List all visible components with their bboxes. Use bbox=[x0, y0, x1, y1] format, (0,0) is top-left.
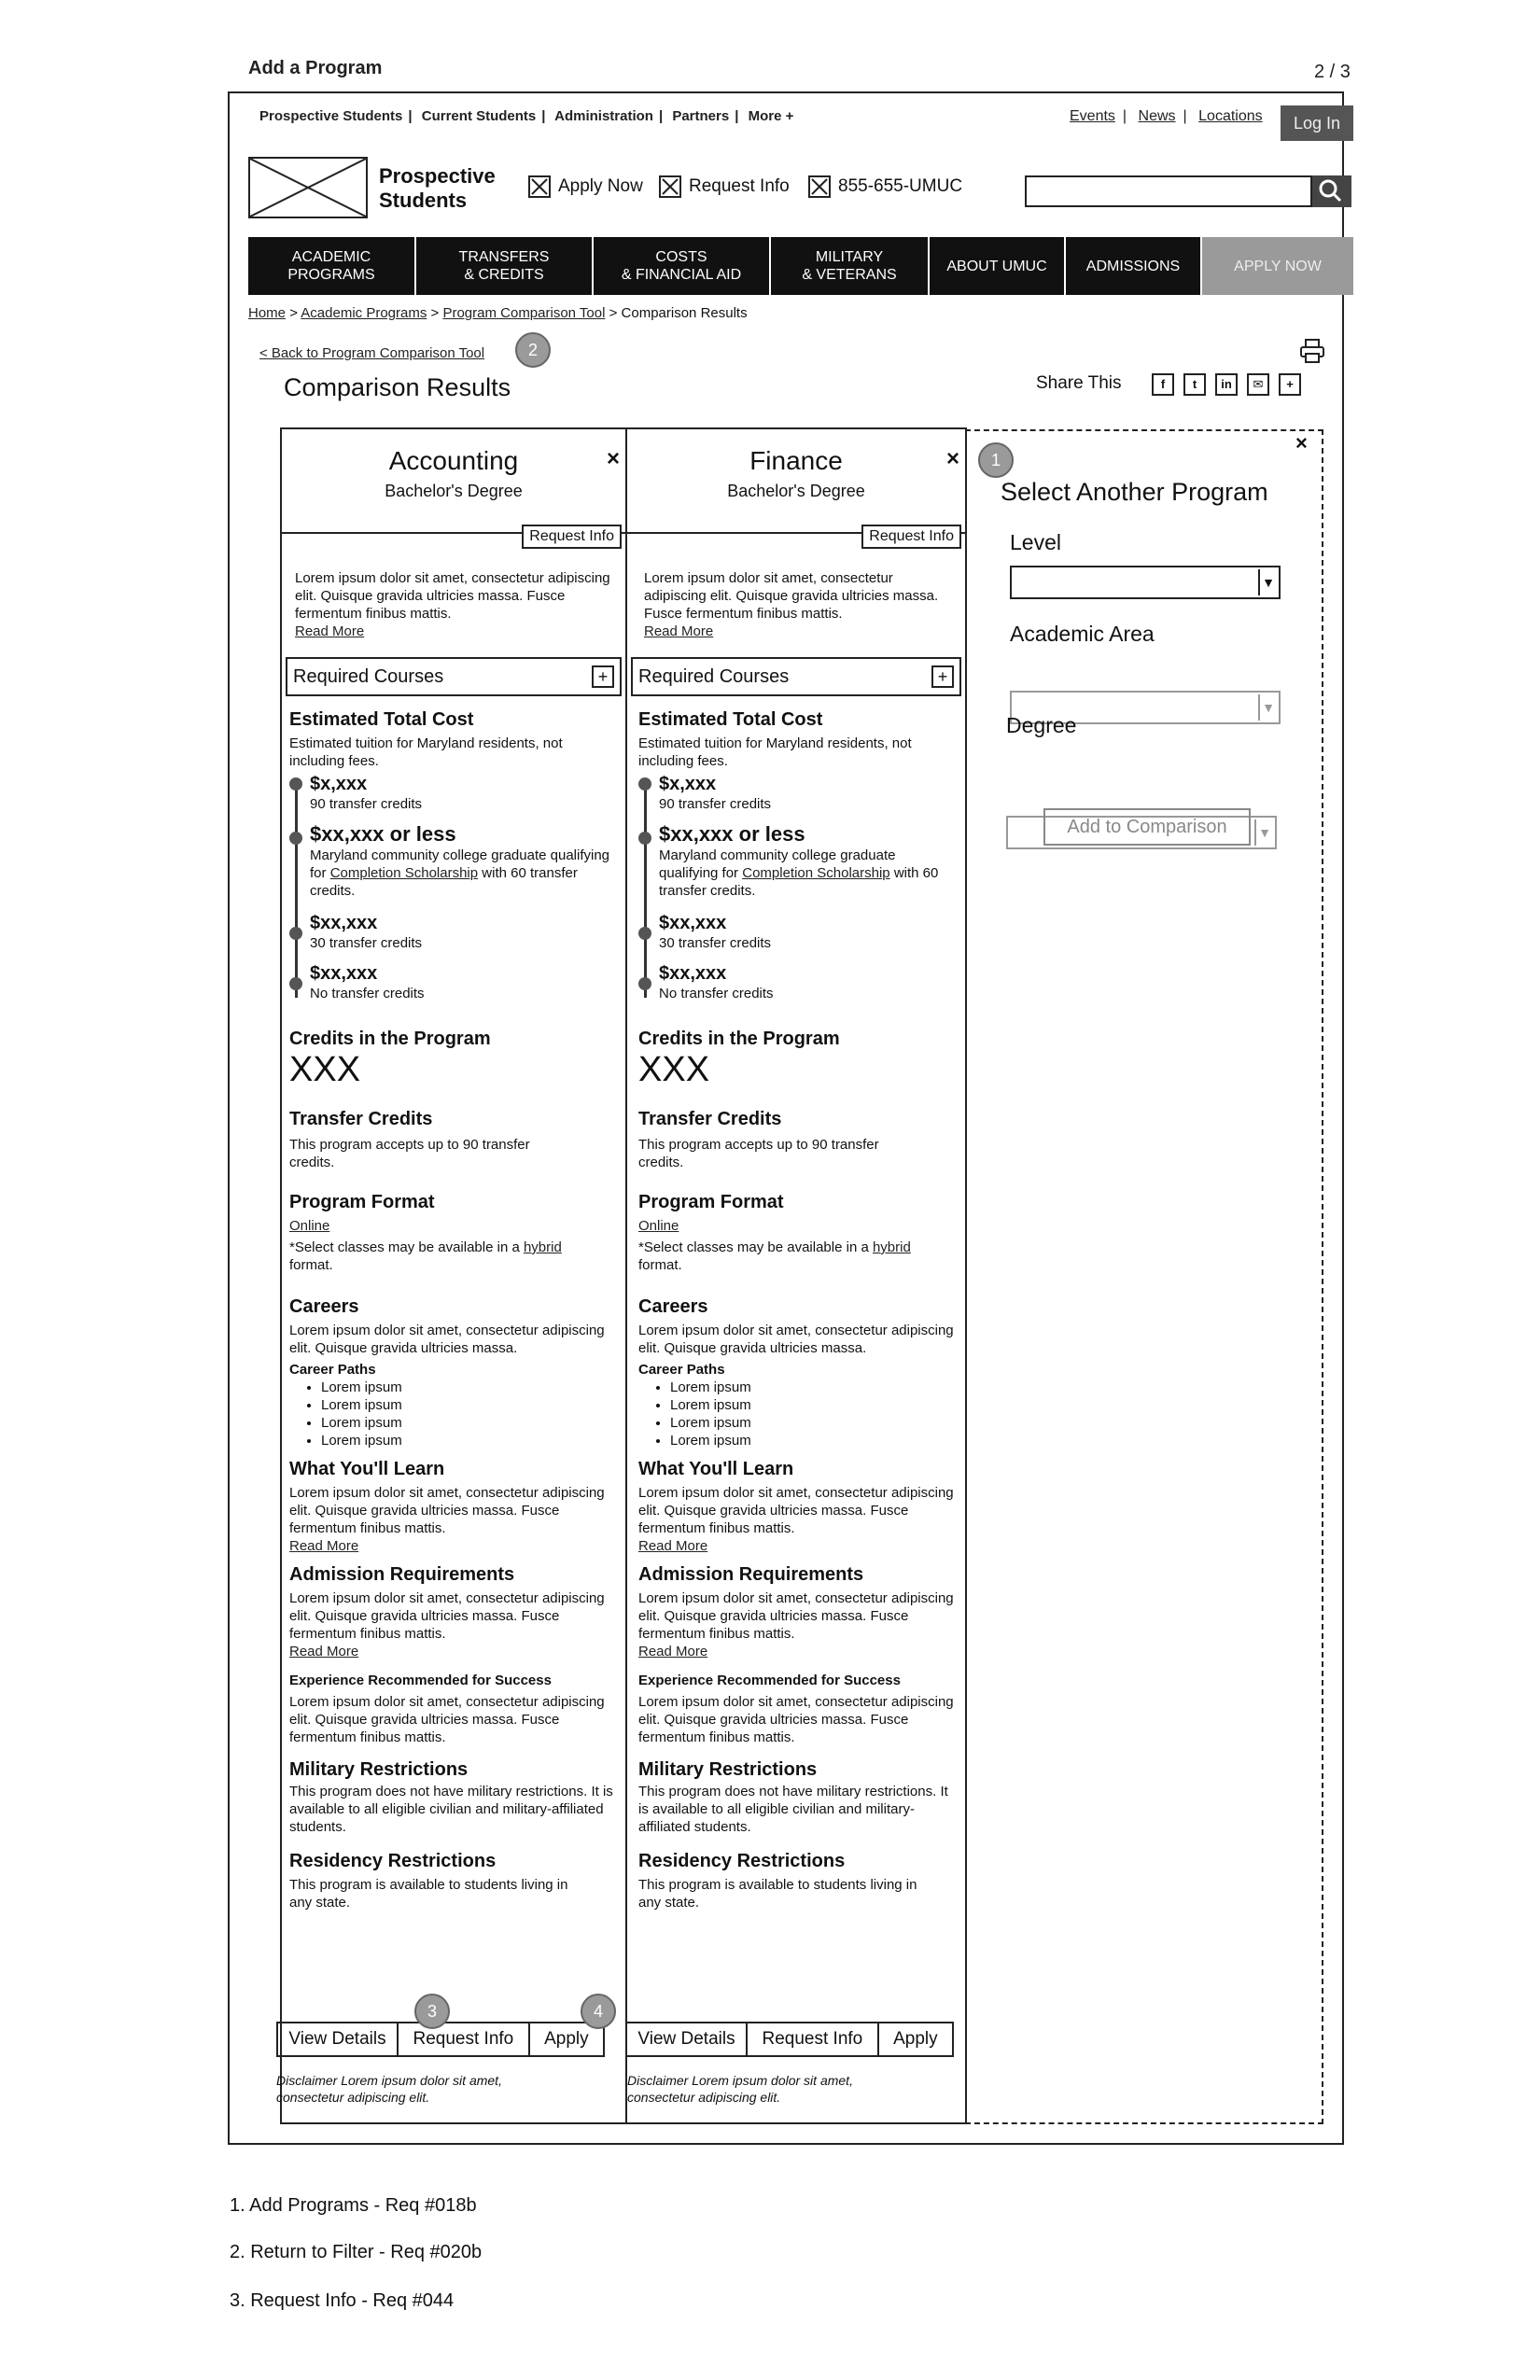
cost-note: Estimated tuition for Maryland residents, not including fees. bbox=[289, 735, 563, 769]
logo-placeholder[interactable] bbox=[248, 157, 368, 218]
breadcrumb-comparison-tool[interactable]: Program Comparison Tool bbox=[442, 305, 606, 321]
add-to-comparison-button[interactable]: Add to Comparison bbox=[1043, 808, 1251, 846]
cost-timeline bbox=[289, 774, 618, 1002]
residency-text: This program is available to students living in any state. bbox=[638, 1877, 917, 1911]
apply-icon bbox=[528, 175, 551, 198]
format-note: *Select classes may be available in a bbox=[638, 1239, 869, 1255]
image-placeholder-icon bbox=[250, 159, 366, 217]
program-header bbox=[627, 446, 965, 534]
chevron-down-icon: ▼ bbox=[1258, 569, 1277, 595]
utility-nav: Prospective Students | Current Students | Administration | Partners | More + bbox=[259, 108, 794, 124]
request-info-button[interactable]: Request Info bbox=[748, 2023, 879, 2055]
program-name: Finance bbox=[749, 446, 843, 475]
level-select[interactable] bbox=[1010, 566, 1281, 599]
online-format-link[interactable]: Online bbox=[289, 1218, 330, 1234]
military-text: This program does not have military restrictions. It is available to all eligible civilian and military-affiliated students. bbox=[638, 1784, 948, 1835]
info-icon bbox=[659, 175, 681, 198]
read-more-link[interactable]: Read More bbox=[638, 1644, 708, 1659]
select-another-program-panel bbox=[965, 429, 1323, 2124]
cost-timeline bbox=[638, 774, 958, 1002]
cost-detail: 30 transfer credits bbox=[659, 935, 772, 951]
transfer-title: Transfer Credits bbox=[638, 1109, 782, 1129]
annotation-marker-2: 2 bbox=[515, 332, 551, 368]
learn-text: Lorem ipsum dolor sit amet, consectetur adipiscing elit. Quisque gravida ultricies massa. Fusce fermentum finibus mattis. bbox=[638, 1485, 954, 1536]
cost-detail: Maryland community college graduate qualifying for bbox=[659, 847, 896, 881]
cost-detail: with 60 transfer credits. bbox=[659, 865, 939, 899]
transfer-text: This program accepts up to 90 transfer credits. bbox=[289, 1137, 530, 1170]
experience-title: Experience Recommended for Success bbox=[638, 1673, 901, 1688]
search-icon bbox=[1312, 175, 1348, 203]
program-actions-2 bbox=[625, 2022, 954, 2057]
locations-link[interactable]: Locations bbox=[1198, 108, 1263, 124]
request-info-button[interactable]: Request Info bbox=[522, 525, 622, 549]
requirement-note: 2. Return to Filter - Req #020b bbox=[230, 2242, 483, 2262]
breadcrumb-academic-programs[interactable]: Academic Programs bbox=[301, 305, 427, 321]
admission-title: Admission Requirements bbox=[289, 1564, 515, 1585]
remove-program-icon[interactable]: × bbox=[945, 446, 959, 471]
disclaimer: Disclaimer Lorem ipsum dolor sit amet, consectetur adipiscing elit. bbox=[276, 2073, 502, 2105]
hybrid-link[interactable]: hybrid bbox=[872, 1239, 911, 1255]
cost-detail: No transfer credits bbox=[659, 986, 774, 1001]
search-input[interactable] bbox=[1025, 175, 1312, 207]
request-info-link[interactable]: Request Info bbox=[659, 175, 790, 198]
format-note: format. bbox=[289, 1257, 333, 1273]
cost-detail: 90 transfer credits bbox=[659, 796, 772, 812]
list-item: • Lorem ipsum bbox=[321, 1396, 618, 1414]
credits-value: XXX bbox=[638, 1050, 710, 1089]
experience-text: Lorem ipsum dolor sit amet, consectetur adipiscing elit. Quisque gravida ultricies massa. Fusce fermentum finibus mattis. bbox=[638, 1694, 954, 1745]
request-info-button[interactable]: Request Info bbox=[861, 525, 961, 549]
nav-costs-financial-aid[interactable]: COSTS & FINANCIAL AID bbox=[594, 237, 771, 295]
read-more-link[interactable]: Read More bbox=[289, 1644, 359, 1659]
request-info-button[interactable]: Request Info bbox=[399, 2023, 530, 2055]
admission-title: Admission Requirements bbox=[638, 1564, 864, 1585]
page-number: 2 / 3 bbox=[1314, 62, 1351, 82]
page-title: Comparison Results bbox=[284, 373, 511, 401]
read-more-link[interactable]: Read More bbox=[289, 1538, 359, 1554]
format-note: format. bbox=[638, 1257, 682, 1273]
list-item: • Lorem ipsum bbox=[321, 1379, 618, 1396]
cost-amount: $xx,xxx or less bbox=[659, 822, 805, 846]
back-to-comparison-tool-link[interactable]: < Back to Program Comparison Tool bbox=[259, 345, 485, 361]
expand-icon: + bbox=[931, 665, 954, 688]
format-title: Program Format bbox=[289, 1192, 435, 1212]
timeline-dot bbox=[289, 832, 302, 845]
site-section-title: Prospective Students bbox=[379, 164, 496, 212]
credits-title: Credits in the Program bbox=[289, 1029, 491, 1049]
experience-text: Lorem ipsum dolor sit amet, consectetur adipiscing elit. Quisque gravida ultricies massa. Fusce fermentum finibus mattis. bbox=[289, 1694, 605, 1745]
requirement-note: 3. Request Info - Req #044 bbox=[230, 2290, 455, 2311]
timeline-dot bbox=[638, 777, 651, 791]
career-paths-list bbox=[289, 1379, 618, 1449]
events-link[interactable]: Events bbox=[1070, 108, 1115, 124]
credits-value: XXX bbox=[289, 1050, 361, 1089]
chevron-down-icon: ▼ bbox=[1254, 819, 1273, 846]
select-panel-title: Select Another Program bbox=[1001, 478, 1268, 506]
breadcrumb: Home > Academic Programs > Program Comparison Tool > Comparison Results bbox=[248, 305, 748, 321]
apply-button[interactable]: Apply bbox=[544, 2029, 589, 2049]
learn-title: What You'll Learn bbox=[289, 1459, 445, 1479]
careers-title: Careers bbox=[289, 1296, 359, 1317]
residency-title: Residency Restrictions bbox=[289, 1851, 497, 1871]
disclaimer: Disclaimer Lorem ipsum dolor sit amet, consectetur adipiscing elit. bbox=[627, 2073, 853, 2105]
annotation-marker-1: 1 bbox=[978, 442, 1014, 478]
main-nav bbox=[248, 237, 1353, 295]
nav-academic-programs[interactable]: ACADEMIC PROGRAMS bbox=[248, 237, 416, 295]
cost-amount: $x,xxx bbox=[310, 774, 368, 794]
annotation-marker-4: 4 bbox=[581, 1994, 616, 2029]
military-text: This program does not have military restrictions. It is available to all eligible civilian and military-affiliated students. bbox=[289, 1784, 613, 1835]
careers-text: Lorem ipsum dolor sit amet, consectetur adipiscing elit. Quisque gravida ultricies massa. bbox=[289, 1323, 605, 1356]
format-note: *Select classes may be available in a bbox=[289, 1239, 520, 1255]
residency-title: Residency Restrictions bbox=[638, 1851, 846, 1871]
format-title: Program Format bbox=[638, 1192, 784, 1212]
nav-transfers-credits[interactable]: TRANSFERS & CREDITS bbox=[416, 237, 594, 295]
program-header bbox=[282, 446, 625, 534]
experience-title: Experience Recommended for Success bbox=[289, 1673, 552, 1688]
nav-apply-now[interactable]: APPLY NOW bbox=[1202, 237, 1353, 295]
careers-title: Careers bbox=[638, 1296, 708, 1317]
required-courses-accordion[interactable]: Required Courses + bbox=[631, 657, 961, 696]
document-title: Add a Program bbox=[248, 58, 383, 78]
military-title: Military Restrictions bbox=[289, 1759, 469, 1780]
learn-text: Lorem ipsum dolor sit amet, consectetur adipiscing elit. Quisque gravida ultricies massa. Fusce fermentum finibus mattis. bbox=[289, 1485, 605, 1536]
expand-icon: + bbox=[592, 665, 614, 688]
remove-program-icon[interactable]: × bbox=[606, 446, 620, 471]
timeline-dot bbox=[289, 777, 302, 791]
list-item: • Lorem ipsum bbox=[321, 1432, 618, 1449]
cost-amount: $xx,xxx or less bbox=[310, 822, 456, 846]
list-item: • Lorem ipsum bbox=[670, 1414, 958, 1432]
breadcrumb-current: Comparison Results bbox=[621, 305, 748, 321]
utility-link-partners[interactable]: Partners bbox=[672, 108, 730, 124]
nav-about-umuc[interactable]: ABOUT UMUC bbox=[930, 237, 1066, 295]
program-intro: Lorem ipsum dolor sit amet, consectetur adipiscing elit. Quisque gravida ultricies massa. Fusce fermentum finibus mattis. bbox=[295, 570, 610, 622]
career-paths-list bbox=[638, 1379, 958, 1449]
phone-icon bbox=[808, 175, 831, 198]
program-degree: Bachelor's Degree bbox=[385, 482, 523, 500]
admission-text: Lorem ipsum dolor sit amet, consectetur adipiscing elit. Quisque gravida ultricies massa. Fusce fermentum finibus mattis. bbox=[289, 1590, 605, 1642]
cost-detail: 90 transfer credits bbox=[310, 796, 423, 812]
cost-amount: $xx,xxx bbox=[310, 913, 378, 933]
level-label: Level bbox=[1010, 530, 1061, 554]
nav-military-veterans[interactable]: MILITARY & VETERANS bbox=[771, 237, 930, 295]
phone-link[interactable]: 855-655-UMUC bbox=[808, 175, 962, 198]
cost-detail: No transfer credits bbox=[310, 986, 425, 1001]
military-title: Military Restrictions bbox=[638, 1759, 818, 1780]
utility-link-more[interactable]: More + bbox=[748, 108, 794, 124]
twitter-icon[interactable]: t bbox=[1183, 373, 1206, 396]
cost-title: Estimated Total Cost bbox=[638, 709, 823, 730]
utility-right-links: Events | News | Locations bbox=[1070, 108, 1263, 124]
cost-detail: with 60 transfer credits. bbox=[310, 865, 578, 899]
requirement-note: 1. Add Programs - Req #018b bbox=[230, 2195, 477, 2216]
annotation-marker-3: 3 bbox=[414, 1994, 450, 2029]
share-icons bbox=[1152, 373, 1301, 396]
program-column-finance bbox=[627, 429, 965, 1911]
cost-note: Estimated tuition for Maryland residents, not including fees. bbox=[638, 735, 912, 769]
timeline-line bbox=[644, 785, 647, 998]
scholarship-link[interactable]: Completion Scholarship bbox=[329, 865, 479, 881]
linkedin-icon[interactable]: in bbox=[1215, 373, 1238, 396]
chevron-down-icon: ▼ bbox=[1258, 694, 1277, 721]
read-more-link[interactable]: Read More bbox=[295, 623, 365, 639]
cost-amount: $xx,xxx bbox=[659, 963, 727, 984]
program-column-accounting bbox=[282, 429, 625, 1911]
utility-link-prospective[interactable]: Prospective Students bbox=[259, 108, 403, 124]
breadcrumb-home[interactable]: Home bbox=[248, 305, 287, 321]
utility-link-administration[interactable]: Administration bbox=[554, 108, 653, 124]
read-more-link[interactable]: Read More bbox=[638, 1538, 708, 1554]
nav-admissions[interactable]: ADMISSIONS bbox=[1066, 237, 1202, 295]
facebook-icon[interactable]: f bbox=[1152, 373, 1174, 396]
list-item: • Lorem ipsum bbox=[670, 1379, 958, 1396]
news-link[interactable]: News bbox=[1138, 108, 1176, 124]
cost-amount: $x,xxx bbox=[659, 774, 717, 794]
share-more-icon[interactable]: + bbox=[1279, 373, 1301, 396]
cost-detail: 30 transfer credits bbox=[310, 935, 423, 951]
timeline-line bbox=[295, 785, 298, 998]
timeline-dot bbox=[638, 832, 651, 845]
view-details-button[interactable]: View Details bbox=[278, 2023, 399, 2055]
residency-text: This program is available to students living in any state. bbox=[289, 1877, 568, 1911]
cost-amount: $xx,xxx bbox=[659, 913, 727, 933]
admission-text: Lorem ipsum dolor sit amet, consectetur adipiscing elit. Quisque gravida ultricies massa. Fusce fermentum finibus mattis. bbox=[638, 1590, 954, 1642]
career-paths-title: Career Paths bbox=[289, 1362, 376, 1378]
program-degree: Bachelor's Degree bbox=[727, 482, 865, 500]
list-item: • Lorem ipsum bbox=[670, 1432, 958, 1449]
career-paths-title: Career Paths bbox=[638, 1362, 725, 1378]
print-icon[interactable] bbox=[1299, 338, 1325, 369]
hybrid-link[interactable]: hybrid bbox=[523, 1239, 562, 1255]
close-panel-icon[interactable]: × bbox=[1295, 431, 1308, 455]
cost-title: Estimated Total Cost bbox=[289, 709, 474, 730]
utility-link-current[interactable]: Current Students bbox=[421, 108, 537, 124]
share-label: Share This bbox=[1036, 373, 1122, 393]
login-button[interactable]: Log In bbox=[1281, 105, 1353, 141]
timeline-dot bbox=[638, 977, 651, 990]
program-intro: Lorem ipsum dolor sit amet, consectetur adipiscing elit. Quisque gravida ultricies massa. Fusce fermentum finibus mattis. bbox=[644, 570, 939, 622]
cost-detail: Maryland community college graduate qualifying for bbox=[310, 847, 610, 881]
required-courses-accordion[interactable]: Required Courses + bbox=[286, 657, 622, 696]
list-item: • Lorem ipsum bbox=[670, 1396, 958, 1414]
apply-button[interactable]: Apply bbox=[893, 2029, 938, 2049]
online-format-link[interactable]: Online bbox=[638, 1218, 679, 1234]
timeline-dot bbox=[638, 927, 651, 940]
scholarship-link[interactable]: Completion Scholarship bbox=[742, 865, 890, 881]
email-icon[interactable]: ✉ bbox=[1247, 373, 1269, 396]
transfer-title: Transfer Credits bbox=[289, 1109, 433, 1129]
timeline-dot bbox=[289, 927, 302, 940]
program-name: Accounting bbox=[388, 446, 519, 475]
read-more-link[interactable]: Read More bbox=[644, 623, 714, 639]
apply-now-link[interactable]: Apply Now bbox=[528, 175, 643, 198]
careers-text: Lorem ipsum dolor sit amet, consectetur adipiscing elit. Quisque gravida ultricies massa. bbox=[638, 1323, 954, 1356]
list-item: • Lorem ipsum bbox=[321, 1414, 618, 1432]
search-button[interactable] bbox=[1312, 175, 1351, 207]
degree-label: Degree bbox=[1006, 713, 1077, 737]
academic-area-label: Academic Area bbox=[1010, 622, 1155, 646]
learn-title: What You'll Learn bbox=[638, 1459, 794, 1479]
cost-amount: $xx,xxx bbox=[310, 963, 378, 984]
transfer-text: This program accepts up to 90 transfer credits. bbox=[638, 1137, 879, 1170]
view-details-button[interactable]: View Details bbox=[627, 2023, 748, 2055]
timeline-dot bbox=[289, 977, 302, 990]
credits-title: Credits in the Program bbox=[638, 1029, 840, 1049]
